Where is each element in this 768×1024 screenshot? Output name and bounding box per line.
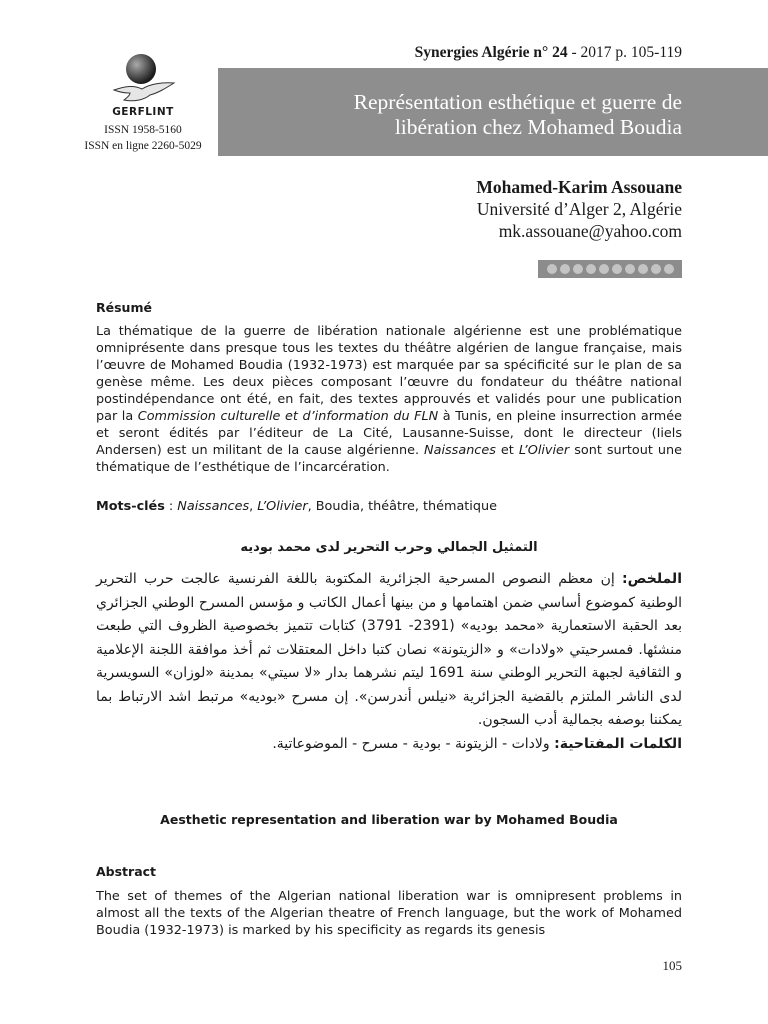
resume-text-italic: Naissances xyxy=(424,443,496,458)
abstract-text: The set of themes of the Algerian national liberation war is omnipresent problems in almost all the texts of the Algerian theatre of French language, but the work of Mohamed Boudia (1932-1973) is marked by his specificity as regards its genesis xyxy=(96,889,682,938)
dot-icon xyxy=(547,264,557,274)
dove-icon xyxy=(112,80,176,104)
resume-heading: Résumé xyxy=(96,300,152,315)
gerflint-logo-block xyxy=(68,52,218,156)
author-block xyxy=(476,176,682,242)
arabic-keywords-text: ولادات - الزيتونة - بودية - مسرح - الموضوعاتية. xyxy=(272,735,555,752)
keywords-separator: : xyxy=(164,499,178,514)
arabic-keywords xyxy=(96,733,682,757)
resume-text-italic: L’Olivier xyxy=(518,443,570,458)
keyword: L’Olivier xyxy=(257,499,308,514)
dot-icon xyxy=(638,264,648,274)
arabic-summary-text: إن معظم النصوص المسرحية الجزائرية المكتوبة باللغة الفرنسية عالجت حرب التحرير الوطنية كموضوع أساسي ضمن اهتمامها و من بينها أعمال الكاتب و مؤسس المسرح الوطني الجزائري بعد الحقبة الاستعمارية «محمد بوديه» (2391- 3791) كتابات تتميز بخصوصية الظروف التي طبعت منشئها. فمسرحيتي «ولادات» و «الزيتونة» نصان كتبا داخل المعتقلات ثم أخذ موافقة اللجنة الإعلامية و الثقافية لجبهة التحرير الوطني سنة 1691 ليتم نشرهما بدار «لا سيتي» بمدينة «لوزان» السويسرية لدى الناشر الملتزم بالقضية الجزائرية «نيلس أندرسن». إن مسرح «بوديه» مرتبط اشد الارتباط بما يمكننا بوصفه بجمالية أدب السجون. xyxy=(96,571,682,728)
article-title-line-2: libération chez Mohamed Boudia xyxy=(394,115,682,139)
keywords-label: Mots-clés xyxy=(96,499,165,514)
dot-icon xyxy=(664,264,674,274)
author-name: Mohamed-Karim Assouane xyxy=(476,177,682,197)
arabic-summary xyxy=(96,568,682,756)
abstract-heading: Abstract xyxy=(96,864,157,879)
keywords-separator: , xyxy=(249,499,258,514)
arabic-summary-label: الملخص: xyxy=(622,571,682,587)
journal-reference xyxy=(415,44,682,62)
dot-icon xyxy=(560,264,570,274)
author-affiliation: Université d’Alger 2, Algérie xyxy=(476,199,682,219)
journal-details: - 2017 p. 105-119 xyxy=(567,44,682,61)
keywords-line xyxy=(96,499,682,514)
logo-name: GERFLINT xyxy=(112,106,174,118)
arabic-title: التمثيل الجمالي وحرب التحرير لدى محمد بوديه xyxy=(240,540,538,555)
author-email: mk.assouane@yahoo.com xyxy=(498,221,682,241)
resume-text-part: La thématique de la guerre de libération nationale algérienne est une problématique omniprésente dans presque tous les textes du théâtre algérien de langue française, mais l’œuvre de Mohamed Boudia (1932-1973) est marquée par sa spécificité sur le plan de sa genèse même. Les deux pièces composant l’œuvre du fondateur du théâtre national postindépendance ont été, en fait, des textes approuvés et validés pour une publication par la xyxy=(96,324,682,424)
dot-icon xyxy=(651,264,661,274)
resume-text-part: à Tunis, en pleine insurrection armée et seront édités par l’éditeur de La Cité, Lausanne-Suisse, dont le directeur (Iiels Andersen) est un militant de la cause algérienne. xyxy=(96,409,682,458)
decorative-dots-bar xyxy=(538,260,682,278)
arabic-keywords-label: الكلمات المفتاحية: xyxy=(554,735,682,752)
journal-name: Synergies Algérie n° 24 xyxy=(414,44,568,61)
resume-text-italic: Commission culturelle et d’information du FLN xyxy=(137,409,439,424)
dot-icon xyxy=(586,264,596,274)
arabic-summary-paragraph xyxy=(96,568,682,733)
resume-text xyxy=(96,323,682,476)
keywords-rest: , Boudia, théâtre, thématique xyxy=(307,499,497,514)
english-title: Aesthetic representation and liberation war by Mohamed Boudia xyxy=(160,812,618,827)
dot-icon xyxy=(573,264,583,274)
title-band xyxy=(218,68,768,156)
dot-icon xyxy=(599,264,609,274)
issn-print: ISSN 1958-5160 xyxy=(104,124,182,136)
article-title-line-1: Représentation esthétique et guerre de xyxy=(353,90,682,114)
dot-icon xyxy=(625,264,635,274)
resume-text-part: et xyxy=(495,443,519,458)
keyword: Naissances xyxy=(177,499,250,514)
resume-text-part: sont surtout une thématique de l’esthétique de l’incarcération. xyxy=(96,443,683,475)
issn-online: ISSN en ligne 2260-5029 xyxy=(84,140,202,152)
article-title xyxy=(354,90,682,140)
dot-icon xyxy=(612,264,622,274)
page-number: 105 xyxy=(662,958,682,973)
